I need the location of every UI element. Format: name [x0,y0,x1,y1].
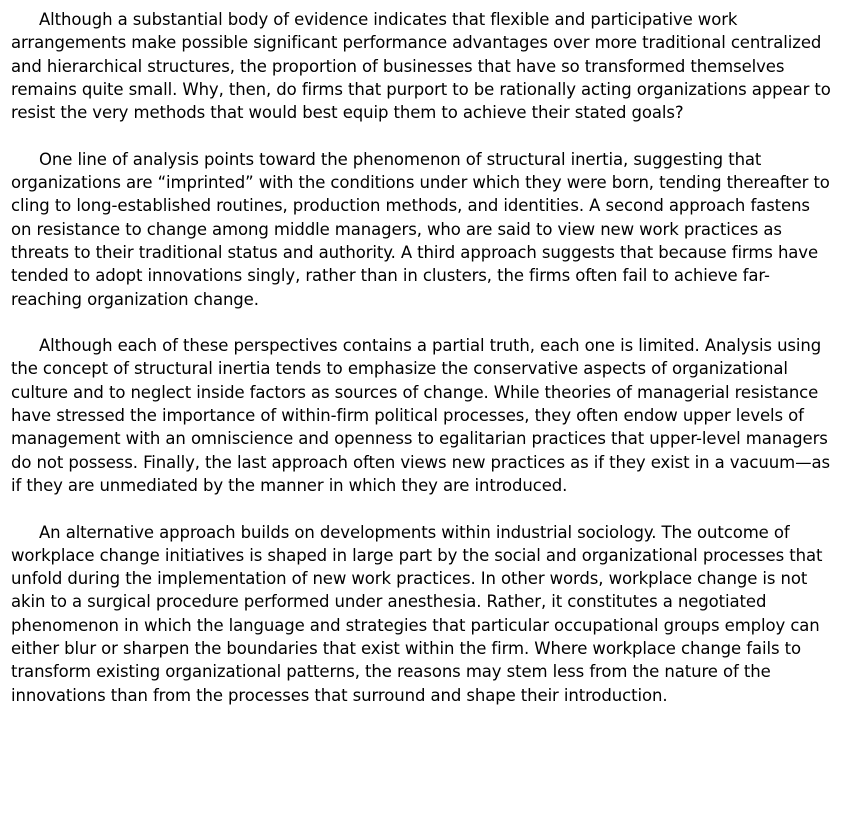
paragraph-3: Although each of these perspectives contains a partial truth, each one is limited. Analysis using the concept of structural inertia tends to emphasize the conservative aspects of organizational culture and to neglect inside factors as sources of change. While theories of managerial resistance have stressed the importance of within-firm political processes, they often endow upper levels of management with an omniscience and openness to egalitarian practices that upper-level managers do not possess. Finally, the last approach often views new practices as if they exist in a vacuum—as if they are unmediated by the manner in which they are introduced. [11,336,830,495]
paragraph-4: An alternative approach builds on developments within industrial sociology. The outcome of workplace change initiatives is shaped in large part by the social and organizational processes that unfold during the implementation of new work practices. In other words, workplace change is not akin to a surgical procedure performed under anesthesia. Rather, it constitutes a negotiated phenomenon in which the language and strategies that particular occupational groups employ can either blur or sharpen the boundaries that exist within the firm. Where workplace change fails to transform existing organizational patterns, the reasons may stem less from the nature of the innovations than from the processes that surround and shape their introduction. [11,522,823,705]
paragraph-1: Although a substantial body of evidence indicates that flexible and participative work arrangements make possible significant performance advantages over more traditional centralized and hierarchical structures, the proportion of businesses that have so transformed themselves remains quite small. Why, then, do firms that purport to be rationally acting organizations appear to resist the very methods that would best equip them to achieve their stated goals? [11,10,831,123]
paragraph-2: One line of analysis points toward the phenomenon of structural inertia, suggesting that organizations are “imprinted” with the conditions under which they were born, tending thereafter to cling to long-established routines, production methods, and identities. A second approach fastens on resistance to change among middle managers, who are said to view new work practices as threats to their traditional status and authority. A third approach suggests that because firms have tended to adopt innovations singly, rather than in clusters, the firms often fail to achieve far-reaching organization change. [11,149,830,309]
